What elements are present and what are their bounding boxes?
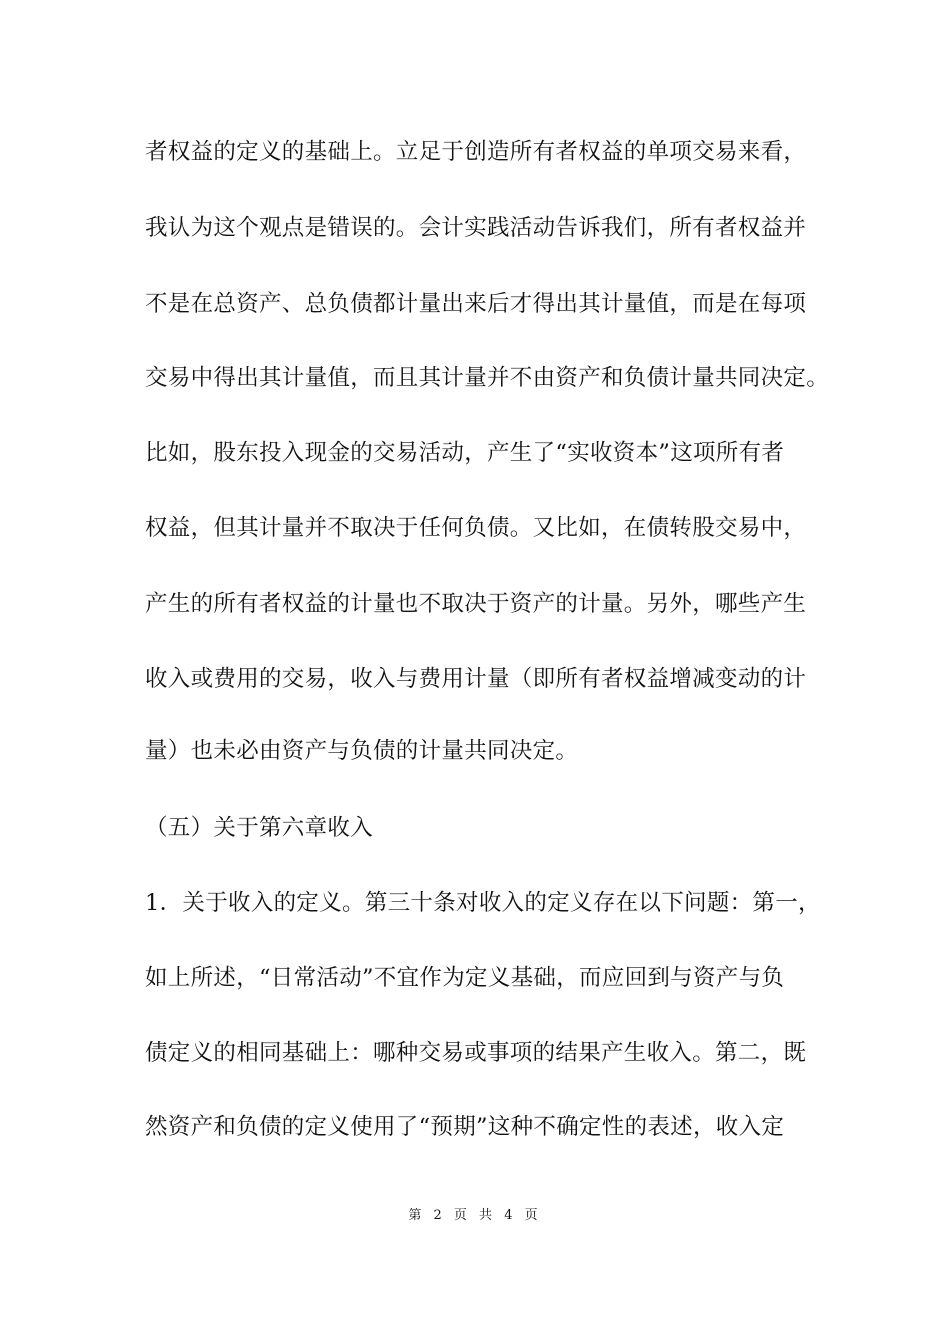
- body-line-3: 不是在总资产、总负债都计量出来后才得出其计量值，而是在每项: [145, 291, 807, 317]
- body-line-13: 债定义的相同基础上：哪种交易或事项的结果产生收入。第二，既: [145, 1040, 807, 1066]
- body-line-6: 权益，但其计量并不取决于任何负债。又比如，在债转股交易中，: [145, 515, 807, 541]
- body-line-5: 比如，股东投入现金的交易活动，产生了“实收资本”这项所有者: [145, 440, 785, 466]
- section-heading: （五）关于第六章收入: [145, 815, 374, 841]
- page-number-footer: 第 2 页 共 4 页: [408, 1208, 542, 1223]
- body-line-4: 交易中得出其计量值，而且其计量并不由资产和负债计量共同决定。: [145, 365, 830, 391]
- body-line-7: 产生的所有者权益的计量也不取决于资产的计量。另外，哪些产生: [145, 591, 807, 617]
- body-line-1: 者权益的定义的基础上。立足于创造所有者权益的单项交易来看，: [145, 139, 807, 165]
- body-line-11: 1．关于收入的定义。第三十条对收入的定义存在以下问题：第一，: [145, 890, 821, 916]
- body-line-9: 量）也未必由资产与负债的计量共同决定。: [145, 738, 579, 764]
- body-line-14: 然资产和负债的定义使用了“预期”这种不确定性的表述，收入定: [145, 1114, 785, 1140]
- body-line-8: 收入或费用的交易，收入与费用计量（即所有者权益增减变动的计: [145, 666, 807, 692]
- body-line-2: 我认为这个观点是错误的。会计实践活动告诉我们，所有者权益并: [145, 215, 807, 241]
- body-line-12: 如上所述，“日常活动”不宜作为定义基础，而应回到与资产与负: [145, 965, 785, 991]
